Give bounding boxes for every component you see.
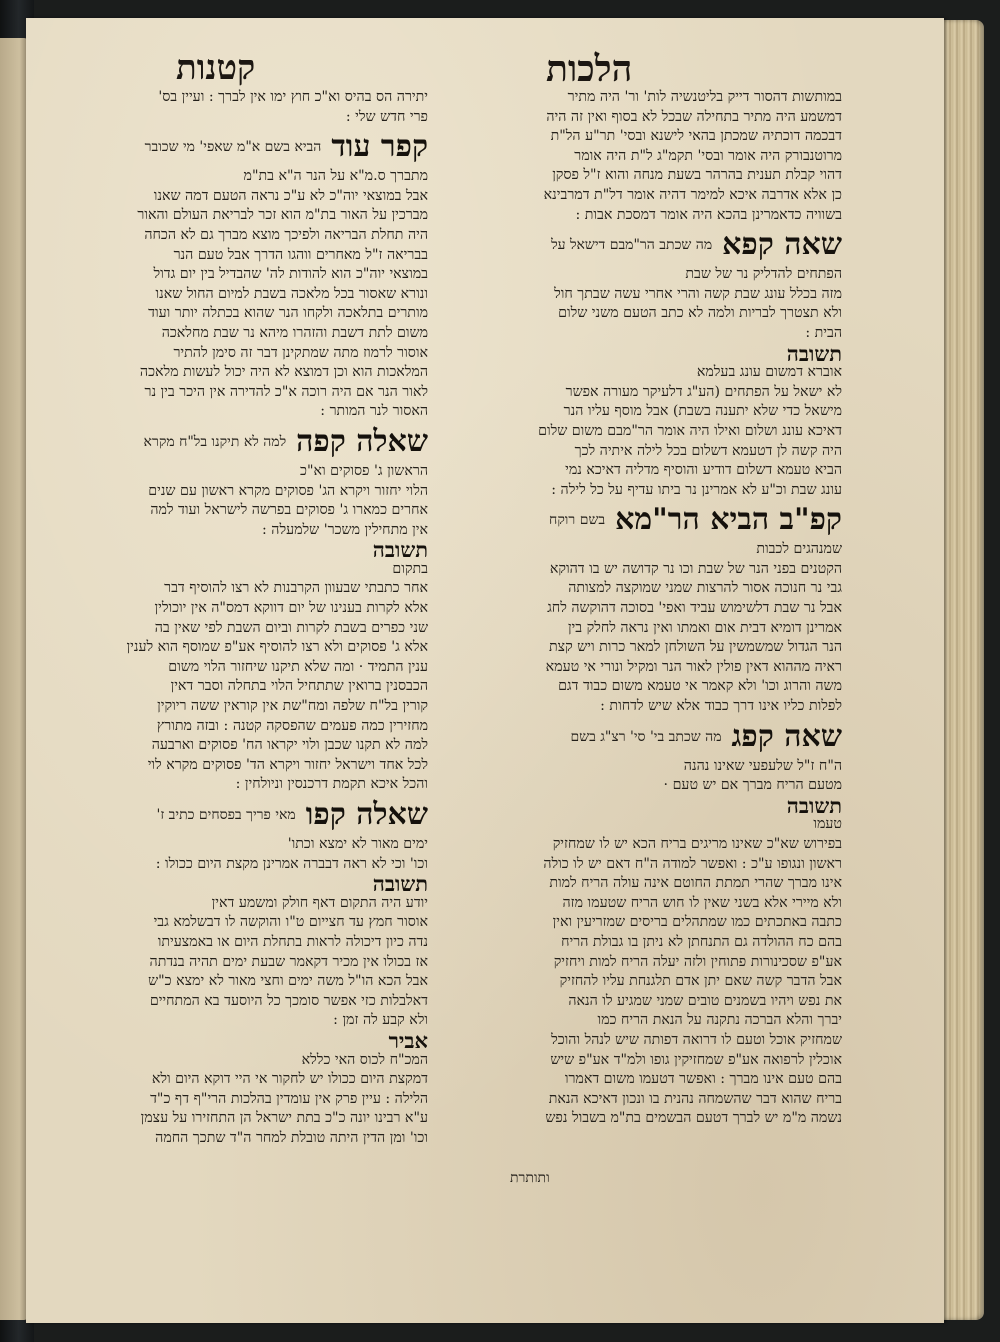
text-line: במותשות דהסור דייק בליטנשיה לות' ור' היה מתיר xyxy=(567,89,842,105)
text-line: דבכמה דוכתיה שמכתן בהאי לישנא ובסי' תר"ע הל"ת xyxy=(550,128,842,145)
header-title-right: הלכות xyxy=(546,48,633,90)
text-block xyxy=(56,560,428,795)
text-line: אין מתחילין משכר' שלמעלה : xyxy=(262,521,428,538)
text-line: ימים מאור לא ימצא וכתו' xyxy=(287,836,428,852)
text-line: משום לתת דשבת והזהרו מיהא נר שבת מחלאכה xyxy=(161,324,428,341)
text-line: דהוי קבלת תענית בהרהר בשעת מנחה והוא ז"ל פסקן xyxy=(552,167,842,184)
text-line: מחזירין כמה פעמים שהפסקה קטנה : ובזה מתורץ xyxy=(156,717,428,734)
text-line: בבריאה ז"ל מאחרים ווהגו הדרך אבל טעם הנר xyxy=(173,246,428,263)
text-line: משה והרוג וכו' ולא קאמר אי טעמא משום כבוד דגם xyxy=(558,678,842,695)
text-line: את נפש ויהיו בשמנים טובים שמני שמגיע לו הנאה xyxy=(568,992,842,1009)
text-line: ענין התמיד · ומה שלא תיקנו שיחזור הלוי משום xyxy=(168,658,428,675)
keyword-line xyxy=(56,1031,428,1051)
previous-page-edge xyxy=(0,38,28,1320)
answer-line xyxy=(56,874,428,894)
text-line: נדה כיון דיכולה לראות בתחלת היום או באמצעיתו xyxy=(157,933,428,950)
text-line: בשוויה כדאמרינן בהכא היה אומר דמסכת אבות : xyxy=(575,206,842,223)
text-line: דאיכא עונג ושלום ואילו היה אומר הר"מבם משום שלום xyxy=(538,422,842,439)
text-line: האסור לנר המותר : xyxy=(320,403,428,420)
text-line: אבל נר שבת דלשימוש עביד ואפי' בסוכה דהוקשה לחג xyxy=(547,600,842,617)
text-line: לאור הנר אם היה רוכה א"כ להדירה אין היכר בין נר xyxy=(144,383,428,400)
text-line: ולא קבע לה זמן : xyxy=(333,1012,428,1029)
text-line: בריח שהוא דבר שהשמחה נהנית בו ונכון דאיכא הנאת xyxy=(548,1090,842,1107)
text-line: מתברך ס.מ"א על הנר ה"א בת"מ xyxy=(243,168,428,185)
text-line: הלוי יחזור ויקרא הג' פסוקים מקרא ראשון עם שנים xyxy=(148,482,428,499)
text-block xyxy=(56,835,428,874)
text-line: אע"פ שסכינורות פתוחין ולזה יעלה הריח למות ויחזיק xyxy=(553,953,842,970)
text-line: אבל הכא הו"ל משה ימים וחצי מאור לא ימצא כ"ש xyxy=(148,973,428,990)
text-block xyxy=(434,363,842,500)
text-line: עונג שבת וכ"ע לא אמרינן נר ביתו עדיף על כל לילה : xyxy=(551,481,842,498)
text-line: ראשון ונגופו ע"כ : ואפשר למודה ה"ח דאם יש לו כולה xyxy=(543,855,842,872)
text-line: הביא טעמא דשלום דודיע והוסיף מדליה דאיכא נמי xyxy=(565,462,842,479)
right-text-column xyxy=(434,88,842,1129)
text-line: במוצאי יוה"כ הוא להודות לה' שהבדיל בין יום גדול xyxy=(153,266,428,283)
section-heading-text: מה שכתב בי' סי' רצ"ג בשם xyxy=(570,728,722,745)
text-line: יודע היה התקום דאף חולק ומשמע דאין xyxy=(211,894,428,911)
text-line: כן אלא אדרבה איכא למימר דהיה אומר דל"ת דמרבינא xyxy=(543,186,842,203)
text-line: לכל אחד וישראל יחזור ויקרא הד' פסוקים מקרא לוי xyxy=(147,756,428,773)
text-line: שמנהגים לכבות xyxy=(756,541,842,558)
text-line: אוסור לרמוז מתה שמתקינן דבר זה סימן להתיר xyxy=(173,344,428,361)
section-heading-text: מאי פריך בפסחים כתיב ז' xyxy=(156,807,296,823)
section-heading-text: בשם רוקח xyxy=(549,512,606,529)
text-line: יתירה הס בהיס וא"כ חוץ ימו אין לברך : ועיין בס' xyxy=(158,89,428,105)
text-line: אחרים כמארו ג' פסוקים בפרשה לישראל ועוד למה xyxy=(150,502,428,519)
text-line: גבי נר חנוכה אסור להרצות שמני שמוקצה למצותה xyxy=(568,580,842,597)
section-heading-text: למה לא תיקנו בל"ח מקרא xyxy=(143,433,287,450)
section-heading xyxy=(434,225,842,265)
text-block xyxy=(434,540,842,716)
text-line: אלא ג' פסוקים ולא רצו להוסיף אע"פ שמוסף הוא לענין xyxy=(126,639,428,656)
text-line: אוסור חמץ עד חצייום ט"ו והוקשה לו דבשלמא גבי xyxy=(153,914,428,931)
text-line: דמשמע היה מתיר בתחילה שבכל לא בסוף ואין זה היה xyxy=(546,108,842,125)
text-line: אינו מברך שהרי תמתת החוטם אינה עולה הריח למות xyxy=(549,875,842,892)
text-line: קורין בל"ח שלפה ומח"שת אין קוראין ששה ריוקין xyxy=(157,698,428,715)
answer-label: תשובה xyxy=(372,540,428,560)
text-block xyxy=(434,815,842,1129)
text-line: בפירוש שא"כ שאינו מריגים בריח הכא יש לו שמחזיק xyxy=(552,836,842,852)
text-block xyxy=(56,1051,428,1149)
text-line: אמרינן דומיא דבית אום ואמתו ואין נראה לחלק בין xyxy=(567,619,842,636)
left-text-column xyxy=(56,88,428,1149)
text-line: אז בכולו אין מכיר דקאמר שבעת ימים תהיה בנדתה xyxy=(149,953,428,970)
section-heading-title: שאלה קפה xyxy=(296,423,428,459)
text-line: ולא מיירי אלא בשני שאין לו חוש הריח שטעמו מזה xyxy=(562,894,842,911)
section-heading-title: קפ"ב הביא הר"מא xyxy=(615,502,842,538)
text-line: וכו' וכי לא ראה דבברה אמרינן מקצת היום ככולו : xyxy=(155,855,428,872)
text-line: נשמה מ"מ יש לברך דטעם הבשמים בת"מ בשבול נפש xyxy=(545,1110,842,1127)
answer-line xyxy=(56,540,428,560)
section-heading xyxy=(56,422,428,462)
text-line: מברכין על האור בת"מ הוא זכר לבריאת העולם והאור xyxy=(137,207,428,224)
text-line: הקטנים בפני הנר של שבת וכו נר קדושה יש בו דהוקא xyxy=(549,560,842,577)
header-title-left: קטנות xyxy=(176,48,256,88)
text-line: בהם טעם אינו מברך : ואפשר דטעמו משום דאמרו xyxy=(564,1071,842,1088)
answer-label: תשובה xyxy=(786,343,842,364)
text-line: הפתחים להדליק נר של שבת xyxy=(685,266,842,283)
text-line: טעמו xyxy=(813,816,842,833)
text-line: בתקום xyxy=(392,560,428,577)
text-line: למה לא תקנו שכבן ולוי יקראו הח' פסוקים וארבעה xyxy=(151,737,428,754)
text-line: היה קשה לן דטעמא דשלום בכל לילה איתיה לכך xyxy=(574,442,842,459)
text-line: לא ישאל על הפתחים (הע"ג דלעיקר מעורה אפשר xyxy=(565,383,842,400)
section-heading-title: קפר עוד xyxy=(331,129,428,165)
text-line: המכ"ח לכוס האי כללא xyxy=(301,1051,428,1068)
text-line: מטעם הריח מברך אם יש טעם · xyxy=(663,777,842,794)
text-line: לפלות כליו אינו דרך כבוד אלא שיש לדחות : xyxy=(600,698,842,715)
answer-line xyxy=(434,796,842,816)
text-line: הלילה : עיין פרק אין עומדין בהלכות הרי"ף דף כ"ד xyxy=(150,1090,428,1107)
text-line: כתבה באתכתים כמו שמתהלים בריסים שמזריעין ואין xyxy=(552,914,842,931)
section-heading-title: שאה קפג xyxy=(731,718,842,754)
text-line: היה תחלת הבריאה ולפיכך מוצא מברך גם לא הכחה xyxy=(144,226,428,243)
text-block xyxy=(56,167,428,422)
text-line: בהם כח ההולדה גם התנחתן לא ניתן בו גבולת הריח xyxy=(561,933,842,950)
text-line: פרי חדש שלי : xyxy=(345,108,428,125)
text-line: הראשון ג' פסוקים וא"כ xyxy=(300,462,428,479)
text-line: אחר כתבתי שבעוון הקרבנות לא רצו להוסיף דבר xyxy=(164,580,428,597)
text-line: אוכלין לרפואה אע"פ שמחזיקין גופו ולמ"ד אע"פ שיש xyxy=(550,1051,842,1068)
section-heading xyxy=(56,127,428,167)
keyword-label: אביר xyxy=(388,1030,428,1051)
text-block xyxy=(434,757,842,796)
text-line: והכל איכא תקמת דרכנסין וניולחין : xyxy=(235,776,428,793)
answer-line xyxy=(434,344,842,364)
text-line: דמקצת היום ככולו יש לחקור אי היי דוקא היום ולא xyxy=(151,1071,428,1088)
section-heading-title: שאה קפא xyxy=(722,227,842,263)
text-line: ולא תצטרך לבריות ולמה לא כתב הטעם משני שלום xyxy=(558,305,842,322)
section-heading xyxy=(56,795,428,835)
text-line: מרוטנבורק היה אומר ובסי' תקמ"ג ל"ת היה אומר xyxy=(574,147,842,164)
text-line: ונורא שאסור בכל מלאכה בשבת למיום החול שאנו xyxy=(155,285,428,302)
text-line: יברך והלא הברכה נתקנה על הנאת הריח כמו xyxy=(597,1012,842,1029)
text-line: ראיה מההוא דאין פולין לאור הנר ומקיל ונורי אי טעמא xyxy=(545,658,842,675)
book-page xyxy=(26,18,944,1323)
text-line: אבל במוצאי יוה"כ לא ע"כ נראה הטעם דמה שאנו xyxy=(153,187,428,204)
text-line: שני כפרים בשבת לקרות וביום השבת לפי שאין בה xyxy=(154,619,428,636)
text-line: מישאל כדי שלא יתענה בשבת) אבל מוסף עליו הנר xyxy=(563,403,842,420)
section-heading xyxy=(434,717,842,757)
text-line: המלאכות הוא וכן דמוצא לא היה יכול לעשות מלאכה xyxy=(139,364,428,381)
text-line: מזה בכלל עונג שבת קשה והרי אחרי עשה שבתך חול xyxy=(554,285,842,302)
text-block xyxy=(56,88,428,127)
section-heading-title: שאלה קפו xyxy=(305,797,428,832)
answer-label: תשובה xyxy=(372,874,428,894)
answer-label: תשובה xyxy=(786,795,842,816)
text-line: ע"א רבינו יונה כ"כ בתת ישראל הן התחזירו על עצמן xyxy=(140,1110,428,1127)
text-line: אלא לקרות בענינו של יום דווקא דמס"ה אין יוכולין xyxy=(154,600,428,617)
text-block xyxy=(434,265,842,343)
text-line: מותרים בתלאכה ולקחו הנר שהוא בכתלה יותר ועוד xyxy=(148,305,428,322)
page-stack-edges xyxy=(938,20,984,1320)
text-block xyxy=(56,894,428,1031)
text-line: וכו' ומן הדין היתה טובלת למחר ה"ד שתכך החמה xyxy=(155,1129,428,1146)
section-heading xyxy=(434,500,842,540)
text-line: ה"ח ז"ל שלעפעי שאינו נהנה xyxy=(683,757,842,774)
catchword: ותותרת xyxy=(510,1170,550,1186)
text-block xyxy=(434,88,842,225)
text-line: אוברא דמשום עונג בעלמא xyxy=(696,364,842,381)
text-line: הנר הגדול שמשמשין על השולחן למאר כרות ויש קצת xyxy=(549,639,842,656)
text-block xyxy=(56,462,428,540)
text-line: הבית : xyxy=(805,324,842,341)
text-line: אבל הדבר קשה שאם יתן אדם תלגנחת עליו להחזיק xyxy=(559,973,842,990)
text-line: שמחזיק אוכל וטעם לו דרואה דפותה שיש לנהל והוכל xyxy=(551,1031,842,1048)
text-line: דאלבלות כזי אפשר סומכך כל היוסעד בא המתחיים xyxy=(149,992,428,1009)
section-heading-text: מה שכתב הר"מבם דישאל על xyxy=(551,237,713,254)
section-heading-text: הביא בשם א"מ שאפי' מי שכובר xyxy=(144,139,322,156)
text-line: הכבסנין ברואין שתתחיל הלוי בתחלה וסבר דאין xyxy=(170,678,428,695)
